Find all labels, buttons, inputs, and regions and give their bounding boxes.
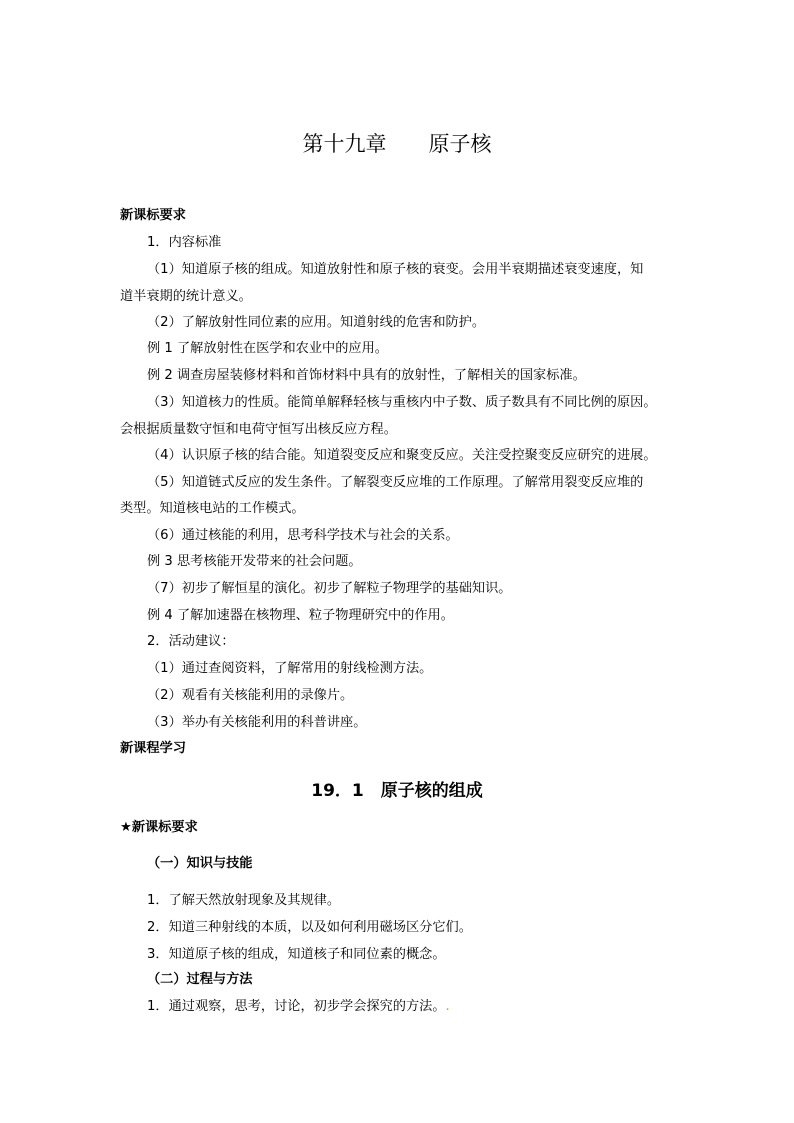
trailing-mark: . — [445, 999, 450, 1014]
activity-1: （1）通过查阅资料，了解常用的射线检测方法。 — [147, 661, 433, 676]
process-item-1 — [147, 998, 450, 1016]
standard-item-7: （7）初步了解恒星的演化。初步了解粒子物理学的基础知识。 — [147, 581, 512, 596]
standard-item-2: （2）了解放射性同位素的应用。知道射线的危害和防护。 — [147, 315, 486, 330]
example-4: 例 4 了解加速器在核物理、粒子物理研究中的作用。 — [147, 608, 454, 623]
standard-item-3-line-1: （3）知道核力的性质。能简单解释轻核与重核内中子数、质子数具有不同比例的原因。 — [147, 395, 657, 410]
standard-item-3-line-2: 会根据质量数守恒和电荷守恒写出核反应方程。 — [120, 422, 397, 437]
activity-3: （3）举办有关核能利用的科普讲座。 — [147, 715, 367, 730]
standard-item-1-line-1: （1）知道原子核的组成。知道放射性和原子核的衰变。会用半衰期描述衰变速度，知 — [147, 262, 644, 277]
example-2: 例 2 调查房屋装修材料和首饰材料中具有的放射性，了解相关的国家标准。 — [147, 368, 586, 383]
content-standard-heading: 1．内容标准 — [147, 235, 222, 250]
activity-2: （2）观看有关核能利用的录像片。 — [147, 688, 354, 703]
section-requirements-heading: ★新课标要求 — [120, 820, 198, 835]
standard-item-1-line-2: 道半衰期的统计意义。 — [120, 289, 252, 304]
chapter-title: 第十九章 原子核 — [302, 132, 492, 156]
study-heading: 新课程学习 — [120, 741, 186, 756]
standard-item-5-line-1: （5）知道链式反应的发生条件。了解裂变反应堆的工作原理。了解常用裂变反应堆的 — [147, 475, 644, 490]
knowledge-item-1: 1．了解天然放射现象及其规律。 — [147, 893, 341, 908]
section-title: 19．1 原子核的组成 — [311, 781, 483, 801]
standard-item-5-line-2: 类型。知道核电站的工作模式。 — [120, 501, 305, 516]
example-1: 例 1 了解放射性在医学和农业中的应用。 — [147, 341, 388, 356]
process-item-1-text: 1．通过观察，思考，讨论，初步学会探究的方法。 — [147, 999, 446, 1014]
knowledge-skills-heading: （一）知识与技能 — [147, 856, 253, 871]
knowledge-item-3: 3．知道原子核的组成，知道核子和同位素的概念。 — [147, 947, 446, 962]
standard-item-6: （6）通过核能的利用，思考科学技术与社会的关系。 — [147, 528, 459, 543]
standards-heading: 新课标要求 — [120, 208, 186, 223]
process-methods-heading: （二）过程与方法 — [147, 972, 253, 987]
activity-heading: 2．活动建议： — [147, 634, 235, 649]
knowledge-item-2: 2．知道三种射线的本质，以及如何利用磁场区分它们。 — [147, 920, 472, 935]
standard-item-4: （4）认识原子核的结合能。知道裂变反应和聚变反应。关注受控聚变反应研究的进展。 — [147, 448, 657, 463]
example-3: 例 3 思考核能开发带来的社会问题。 — [147, 554, 362, 569]
